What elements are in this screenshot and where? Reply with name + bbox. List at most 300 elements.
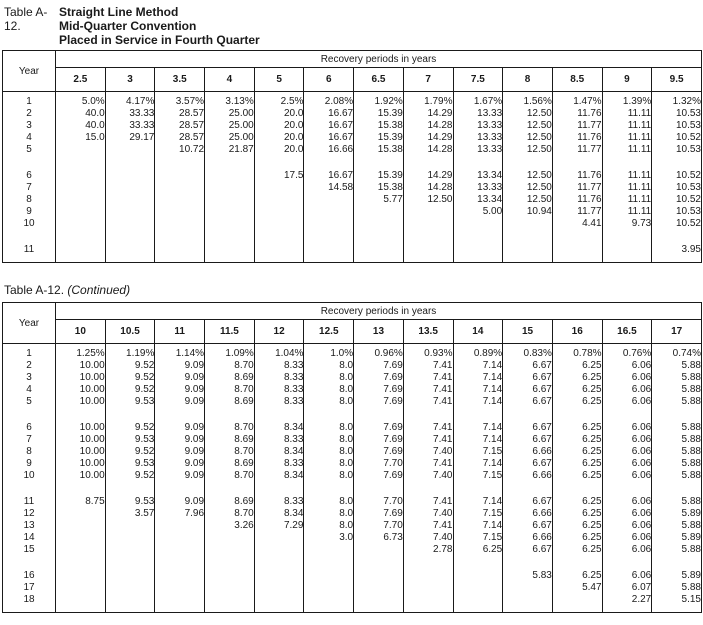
value-cell: 12.50 — [503, 170, 553, 182]
value-cell: 9.09 — [155, 434, 205, 446]
value-cell — [453, 218, 503, 230]
value-cell: 3.57% — [155, 96, 205, 108]
value-cell — [304, 218, 354, 230]
value-cell: 7.29 — [254, 520, 304, 532]
value-cell — [254, 206, 304, 218]
value-cell — [354, 218, 404, 230]
value-cell: 7.41 — [403, 396, 453, 408]
value-cell: 10.00 — [56, 446, 106, 458]
value-cell: 5.88 — [652, 422, 702, 434]
value-cell — [304, 582, 354, 594]
spacer-cell — [3, 556, 56, 570]
value-cell: 16.67 — [304, 108, 354, 120]
table-row — [3, 144, 702, 156]
value-cell: 4.17% — [105, 96, 155, 108]
value-cell: 8.0 — [304, 422, 354, 434]
value-cell: 9.53 — [105, 434, 155, 446]
value-cell: 11.76 — [552, 108, 602, 120]
table-row — [3, 520, 702, 532]
span-header-cell: Recovery periods in years — [56, 303, 702, 320]
value-cell: 7.41 — [403, 434, 453, 446]
value-cell: 12.50 — [503, 120, 553, 132]
value-cell: 6.06 — [602, 446, 652, 458]
value-cell: 10.00 — [56, 372, 106, 384]
value-cell: 6.25 — [552, 372, 602, 384]
table-row — [3, 194, 702, 206]
value-cell: 14.29 — [403, 108, 453, 120]
table-row — [3, 108, 702, 120]
spacer-cell — [304, 482, 354, 496]
value-cell: 8.0 — [304, 384, 354, 396]
table-row — [3, 508, 702, 520]
value-cell: 6.25 — [552, 434, 602, 446]
spacer-cell — [56, 556, 106, 570]
value-cell — [56, 570, 106, 582]
value-cell: 9.09 — [155, 360, 205, 372]
spacer-cell — [453, 256, 503, 263]
value-cell: 11.77 — [552, 120, 602, 132]
value-cell: 6.25 — [552, 384, 602, 396]
value-cell — [304, 570, 354, 582]
value-cell: 0.78% — [552, 348, 602, 360]
spacer-cell — [403, 482, 453, 496]
year-header-cell: Year — [3, 51, 56, 92]
value-cell: 8.0 — [304, 520, 354, 532]
table-a12-continued-title — [4, 283, 702, 298]
spacer-cell — [652, 256, 702, 263]
value-cell: 6.06 — [602, 434, 652, 446]
value-cell: 6.06 — [602, 570, 652, 582]
value-cell: 7.41 — [403, 372, 453, 384]
table-row — [3, 422, 702, 434]
value-cell: 1.92% — [354, 96, 404, 108]
table-row — [3, 532, 702, 544]
spacer-cell — [602, 408, 652, 422]
spacer-cell — [503, 606, 553, 613]
value-cell: 7.41 — [403, 520, 453, 532]
spacer-cell — [552, 156, 602, 170]
value-cell: 7.69 — [354, 422, 404, 434]
table-row — [3, 132, 702, 144]
value-cell — [403, 594, 453, 606]
spacer-cell — [552, 256, 602, 263]
period-header-cell: 13.5 — [403, 320, 453, 344]
value-cell: 7.40 — [403, 532, 453, 544]
spacer-cell — [304, 606, 354, 613]
value-cell: 11.76 — [552, 194, 602, 206]
value-cell: 6.06 — [602, 458, 652, 470]
value-cell: 15.39 — [354, 132, 404, 144]
value-cell: 14.28 — [403, 144, 453, 156]
spacer-cell — [652, 482, 702, 496]
spacer-cell — [503, 230, 553, 244]
value-cell — [105, 570, 155, 582]
table-row — [3, 360, 702, 372]
value-cell — [503, 594, 553, 606]
value-cell: 11.11 — [602, 182, 652, 194]
value-cell: 7.15 — [453, 532, 503, 544]
value-cell: 16.67 — [304, 132, 354, 144]
value-cell: 6.06 — [602, 508, 652, 520]
value-cell: 8.69 — [205, 396, 255, 408]
value-cell — [503, 218, 553, 230]
value-cell: 9.09 — [155, 458, 205, 470]
value-cell: 10.00 — [56, 422, 106, 434]
year-cell: 11 — [3, 496, 56, 508]
value-cell: 7.14 — [453, 458, 503, 470]
value-cell: 7.41 — [403, 458, 453, 470]
value-cell: 5.77 — [354, 194, 404, 206]
spacer-cell — [155, 230, 205, 244]
value-cell — [155, 182, 205, 194]
period-header-cell: 14 — [453, 320, 503, 344]
value-cell — [155, 594, 205, 606]
value-cell: 11.77 — [552, 182, 602, 194]
value-cell — [105, 532, 155, 544]
year-cell: 6 — [3, 170, 56, 182]
value-cell — [403, 244, 453, 256]
value-cell: 9.52 — [105, 422, 155, 434]
depreciation-table-2 — [2, 302, 702, 613]
year-cell: 3 — [3, 120, 56, 132]
value-cell: 7.14 — [453, 372, 503, 384]
year-cell: 5 — [3, 396, 56, 408]
value-cell: 15.38 — [354, 120, 404, 132]
value-cell: 8.0 — [304, 508, 354, 520]
spacer-cell — [403, 408, 453, 422]
year-cell: 2 — [3, 108, 56, 120]
value-cell: 10.00 — [56, 360, 106, 372]
value-cell: 6.67 — [503, 360, 553, 372]
spacer-cell — [453, 606, 503, 613]
value-cell: 6.25 — [552, 396, 602, 408]
value-cell: 7.69 — [354, 446, 404, 458]
value-cell: 9.52 — [105, 470, 155, 482]
value-cell: 2.5% — [254, 96, 304, 108]
value-cell — [354, 582, 404, 594]
value-cell: 3.57 — [105, 508, 155, 520]
value-cell: 10.53 — [652, 182, 702, 194]
spacer-cell — [403, 556, 453, 570]
value-cell — [56, 532, 106, 544]
spacer-cell — [503, 408, 553, 422]
value-cell — [56, 582, 106, 594]
spacer-cell — [254, 556, 304, 570]
value-cell: 5.88 — [652, 384, 702, 396]
period-header-cell: 5 — [254, 68, 304, 92]
value-cell: 6.25 — [552, 360, 602, 372]
period-header-cell: 10 — [56, 320, 106, 344]
value-cell: 15.38 — [354, 182, 404, 194]
value-cell: 7.70 — [354, 520, 404, 532]
value-cell: 5.00 — [453, 206, 503, 218]
value-cell — [453, 570, 503, 582]
period-header-cell: 6 — [304, 68, 354, 92]
continued-label: (Continued) — [67, 283, 131, 297]
value-cell: 10.94 — [503, 206, 553, 218]
spacer-cell — [602, 256, 652, 263]
value-cell — [205, 194, 255, 206]
value-cell: 12.50 — [403, 194, 453, 206]
value-cell — [304, 244, 354, 256]
value-cell: 25.00 — [205, 132, 255, 144]
value-cell: 8.33 — [254, 396, 304, 408]
value-cell: 6.67 — [503, 372, 553, 384]
value-cell: 7.41 — [403, 422, 453, 434]
spacer-cell — [652, 230, 702, 244]
year-cell: 18 — [3, 594, 56, 606]
value-cell — [254, 532, 304, 544]
value-cell — [354, 244, 404, 256]
period-header-cell: 12 — [254, 320, 304, 344]
period-header-cell: 12.5 — [304, 320, 354, 344]
value-cell: 7.14 — [453, 384, 503, 396]
value-cell: 11.11 — [602, 206, 652, 218]
value-cell — [155, 194, 205, 206]
value-cell: 9.53 — [105, 396, 155, 408]
value-cell — [105, 218, 155, 230]
value-cell: 8.69 — [205, 372, 255, 384]
value-cell: 6.06 — [602, 470, 652, 482]
table-row — [3, 96, 702, 108]
period-header-cell: 11.5 — [205, 320, 255, 344]
value-cell: 1.25% — [56, 348, 106, 360]
table-row — [3, 218, 702, 230]
value-cell: 8.0 — [304, 458, 354, 470]
value-cell: 6.67 — [503, 496, 553, 508]
value-cell: 8.33 — [254, 496, 304, 508]
value-cell — [56, 182, 106, 194]
value-cell — [56, 594, 106, 606]
value-cell — [155, 170, 205, 182]
table-row — [3, 594, 702, 606]
value-cell: 10.52 — [652, 170, 702, 182]
value-cell: 11.76 — [552, 170, 602, 182]
spacer-cell — [105, 230, 155, 244]
value-cell: 10.00 — [56, 434, 106, 446]
spacer-cell — [205, 482, 255, 496]
value-cell: 6.67 — [503, 458, 553, 470]
header-row-span — [3, 51, 702, 68]
spacer-cell — [354, 482, 404, 496]
value-cell: 11.11 — [602, 120, 652, 132]
period-header-cell: 6.5 — [354, 68, 404, 92]
value-cell: 11.11 — [602, 108, 652, 120]
spacer-cell — [602, 156, 652, 170]
year-cell: 4 — [3, 132, 56, 144]
spacer-cell — [403, 606, 453, 613]
value-cell: 6.67 — [503, 396, 553, 408]
year-cell: 12 — [3, 508, 56, 520]
spacer-cell — [354, 606, 404, 613]
spacer-cell — [155, 482, 205, 496]
spacer-cell — [56, 156, 106, 170]
value-cell: 6.06 — [602, 384, 652, 396]
value-cell: 20.0 — [254, 132, 304, 144]
value-cell: 25.00 — [205, 108, 255, 120]
value-cell: 6.25 — [453, 544, 503, 556]
value-cell: 7.15 — [453, 470, 503, 482]
group-spacer-row — [3, 556, 702, 570]
value-cell: 8.0 — [304, 470, 354, 482]
table-row — [3, 348, 702, 360]
value-cell: 20.0 — [254, 120, 304, 132]
spacer-cell — [503, 156, 553, 170]
table1-grid — [2, 50, 702, 263]
continued-table-number-label: Table A-12. — [4, 283, 65, 297]
header-row-span — [3, 303, 702, 320]
value-cell — [304, 206, 354, 218]
value-cell: 14.28 — [403, 120, 453, 132]
value-cell: 6.06 — [602, 520, 652, 532]
value-cell: 7.40 — [403, 508, 453, 520]
value-cell: 9.09 — [155, 496, 205, 508]
value-cell: 10.52 — [652, 132, 702, 144]
value-cell: 1.0% — [304, 348, 354, 360]
value-cell: 10.00 — [56, 384, 106, 396]
period-header-cell: 17 — [652, 320, 702, 344]
group-spacer-row — [3, 408, 702, 422]
spacer-cell — [304, 256, 354, 263]
value-cell: 11.77 — [552, 206, 602, 218]
table-number-label: Table A-12. — [4, 5, 48, 33]
value-cell: 1.39% — [602, 96, 652, 108]
value-cell: 11.77 — [552, 144, 602, 156]
group-spacer-row — [3, 256, 702, 263]
spacer-cell — [254, 482, 304, 496]
year-cell: 1 — [3, 348, 56, 360]
value-cell — [453, 582, 503, 594]
value-cell: 9.09 — [155, 446, 205, 458]
value-cell — [105, 582, 155, 594]
value-cell — [552, 244, 602, 256]
table-row — [3, 470, 702, 482]
value-cell — [105, 544, 155, 556]
value-cell: 8.0 — [304, 434, 354, 446]
table-row — [3, 570, 702, 582]
spacer-cell — [453, 556, 503, 570]
value-cell: 6.25 — [552, 544, 602, 556]
value-cell: 8.33 — [254, 384, 304, 396]
table-row — [3, 120, 702, 132]
year-cell: 11 — [3, 244, 56, 256]
spacer-cell — [155, 256, 205, 263]
value-cell: 6.66 — [503, 532, 553, 544]
spacer-cell — [155, 408, 205, 422]
value-cell: 9.52 — [105, 384, 155, 396]
value-cell — [205, 594, 255, 606]
value-cell — [254, 582, 304, 594]
value-cell — [105, 594, 155, 606]
value-cell — [403, 206, 453, 218]
value-cell: 7.40 — [403, 446, 453, 458]
value-cell: 9.09 — [155, 470, 205, 482]
value-cell: 8.70 — [205, 446, 255, 458]
spacer-cell — [105, 556, 155, 570]
table-row — [3, 582, 702, 594]
value-cell: 10.52 — [652, 218, 702, 230]
value-cell — [403, 218, 453, 230]
value-cell: 8.33 — [254, 360, 304, 372]
value-cell: 6.06 — [602, 372, 652, 384]
value-cell: 7.15 — [453, 508, 503, 520]
value-cell: 9.73 — [602, 218, 652, 230]
header-row-periods — [3, 68, 702, 92]
value-cell: 8.0 — [304, 446, 354, 458]
value-cell: 6.67 — [503, 520, 553, 532]
group-spacer-row — [3, 606, 702, 613]
value-cell: 33.33 — [105, 108, 155, 120]
spacer-cell — [354, 556, 404, 570]
spacer-cell — [3, 408, 56, 422]
value-cell: 7.69 — [354, 470, 404, 482]
spacer-cell — [3, 482, 56, 496]
spacer-cell — [205, 256, 255, 263]
value-cell — [56, 544, 106, 556]
year-cell: 3 — [3, 372, 56, 384]
period-header-cell: 13 — [354, 320, 404, 344]
spacer-cell — [354, 408, 404, 422]
table-row — [3, 496, 702, 508]
value-cell: 6.06 — [602, 496, 652, 508]
value-cell: 6.25 — [552, 470, 602, 482]
value-cell — [254, 544, 304, 556]
year-header-cell: Year — [3, 303, 56, 344]
value-cell: 10.00 — [56, 470, 106, 482]
value-cell: 6.06 — [602, 544, 652, 556]
value-cell: 0.83% — [503, 348, 553, 360]
value-cell: 6.73 — [354, 532, 404, 544]
value-cell: 5.88 — [652, 520, 702, 532]
value-cell: 8.70 — [205, 422, 255, 434]
spacer-cell — [155, 606, 205, 613]
value-cell — [304, 544, 354, 556]
value-cell — [254, 182, 304, 194]
value-cell: 2.27 — [602, 594, 652, 606]
spacer-cell — [254, 408, 304, 422]
value-cell: 33.33 — [105, 120, 155, 132]
value-cell — [155, 582, 205, 594]
value-cell: 28.57 — [155, 108, 205, 120]
spacer-cell — [354, 156, 404, 170]
spacer-cell — [3, 156, 56, 170]
table-row — [3, 434, 702, 446]
value-cell: 28.57 — [155, 132, 205, 144]
value-cell: 8.70 — [205, 470, 255, 482]
value-cell: 8.33 — [254, 458, 304, 470]
value-cell — [354, 594, 404, 606]
spacer-cell — [3, 230, 56, 244]
value-cell — [304, 194, 354, 206]
value-cell: 6.06 — [602, 396, 652, 408]
period-header-cell: 16 — [552, 320, 602, 344]
value-cell: 14.58 — [304, 182, 354, 194]
period-header-cell: 8 — [503, 68, 553, 92]
table-row — [3, 384, 702, 396]
value-cell: 10.53 — [652, 120, 702, 132]
spacer-cell — [254, 606, 304, 613]
value-cell — [354, 570, 404, 582]
value-cell: 8.34 — [254, 508, 304, 520]
value-cell — [155, 532, 205, 544]
value-cell: 8.0 — [304, 360, 354, 372]
value-cell — [155, 206, 205, 218]
value-cell: 11.76 — [552, 132, 602, 144]
value-cell — [105, 244, 155, 256]
value-cell — [205, 170, 255, 182]
value-cell: 2.78 — [403, 544, 453, 556]
value-cell: 7.69 — [354, 372, 404, 384]
